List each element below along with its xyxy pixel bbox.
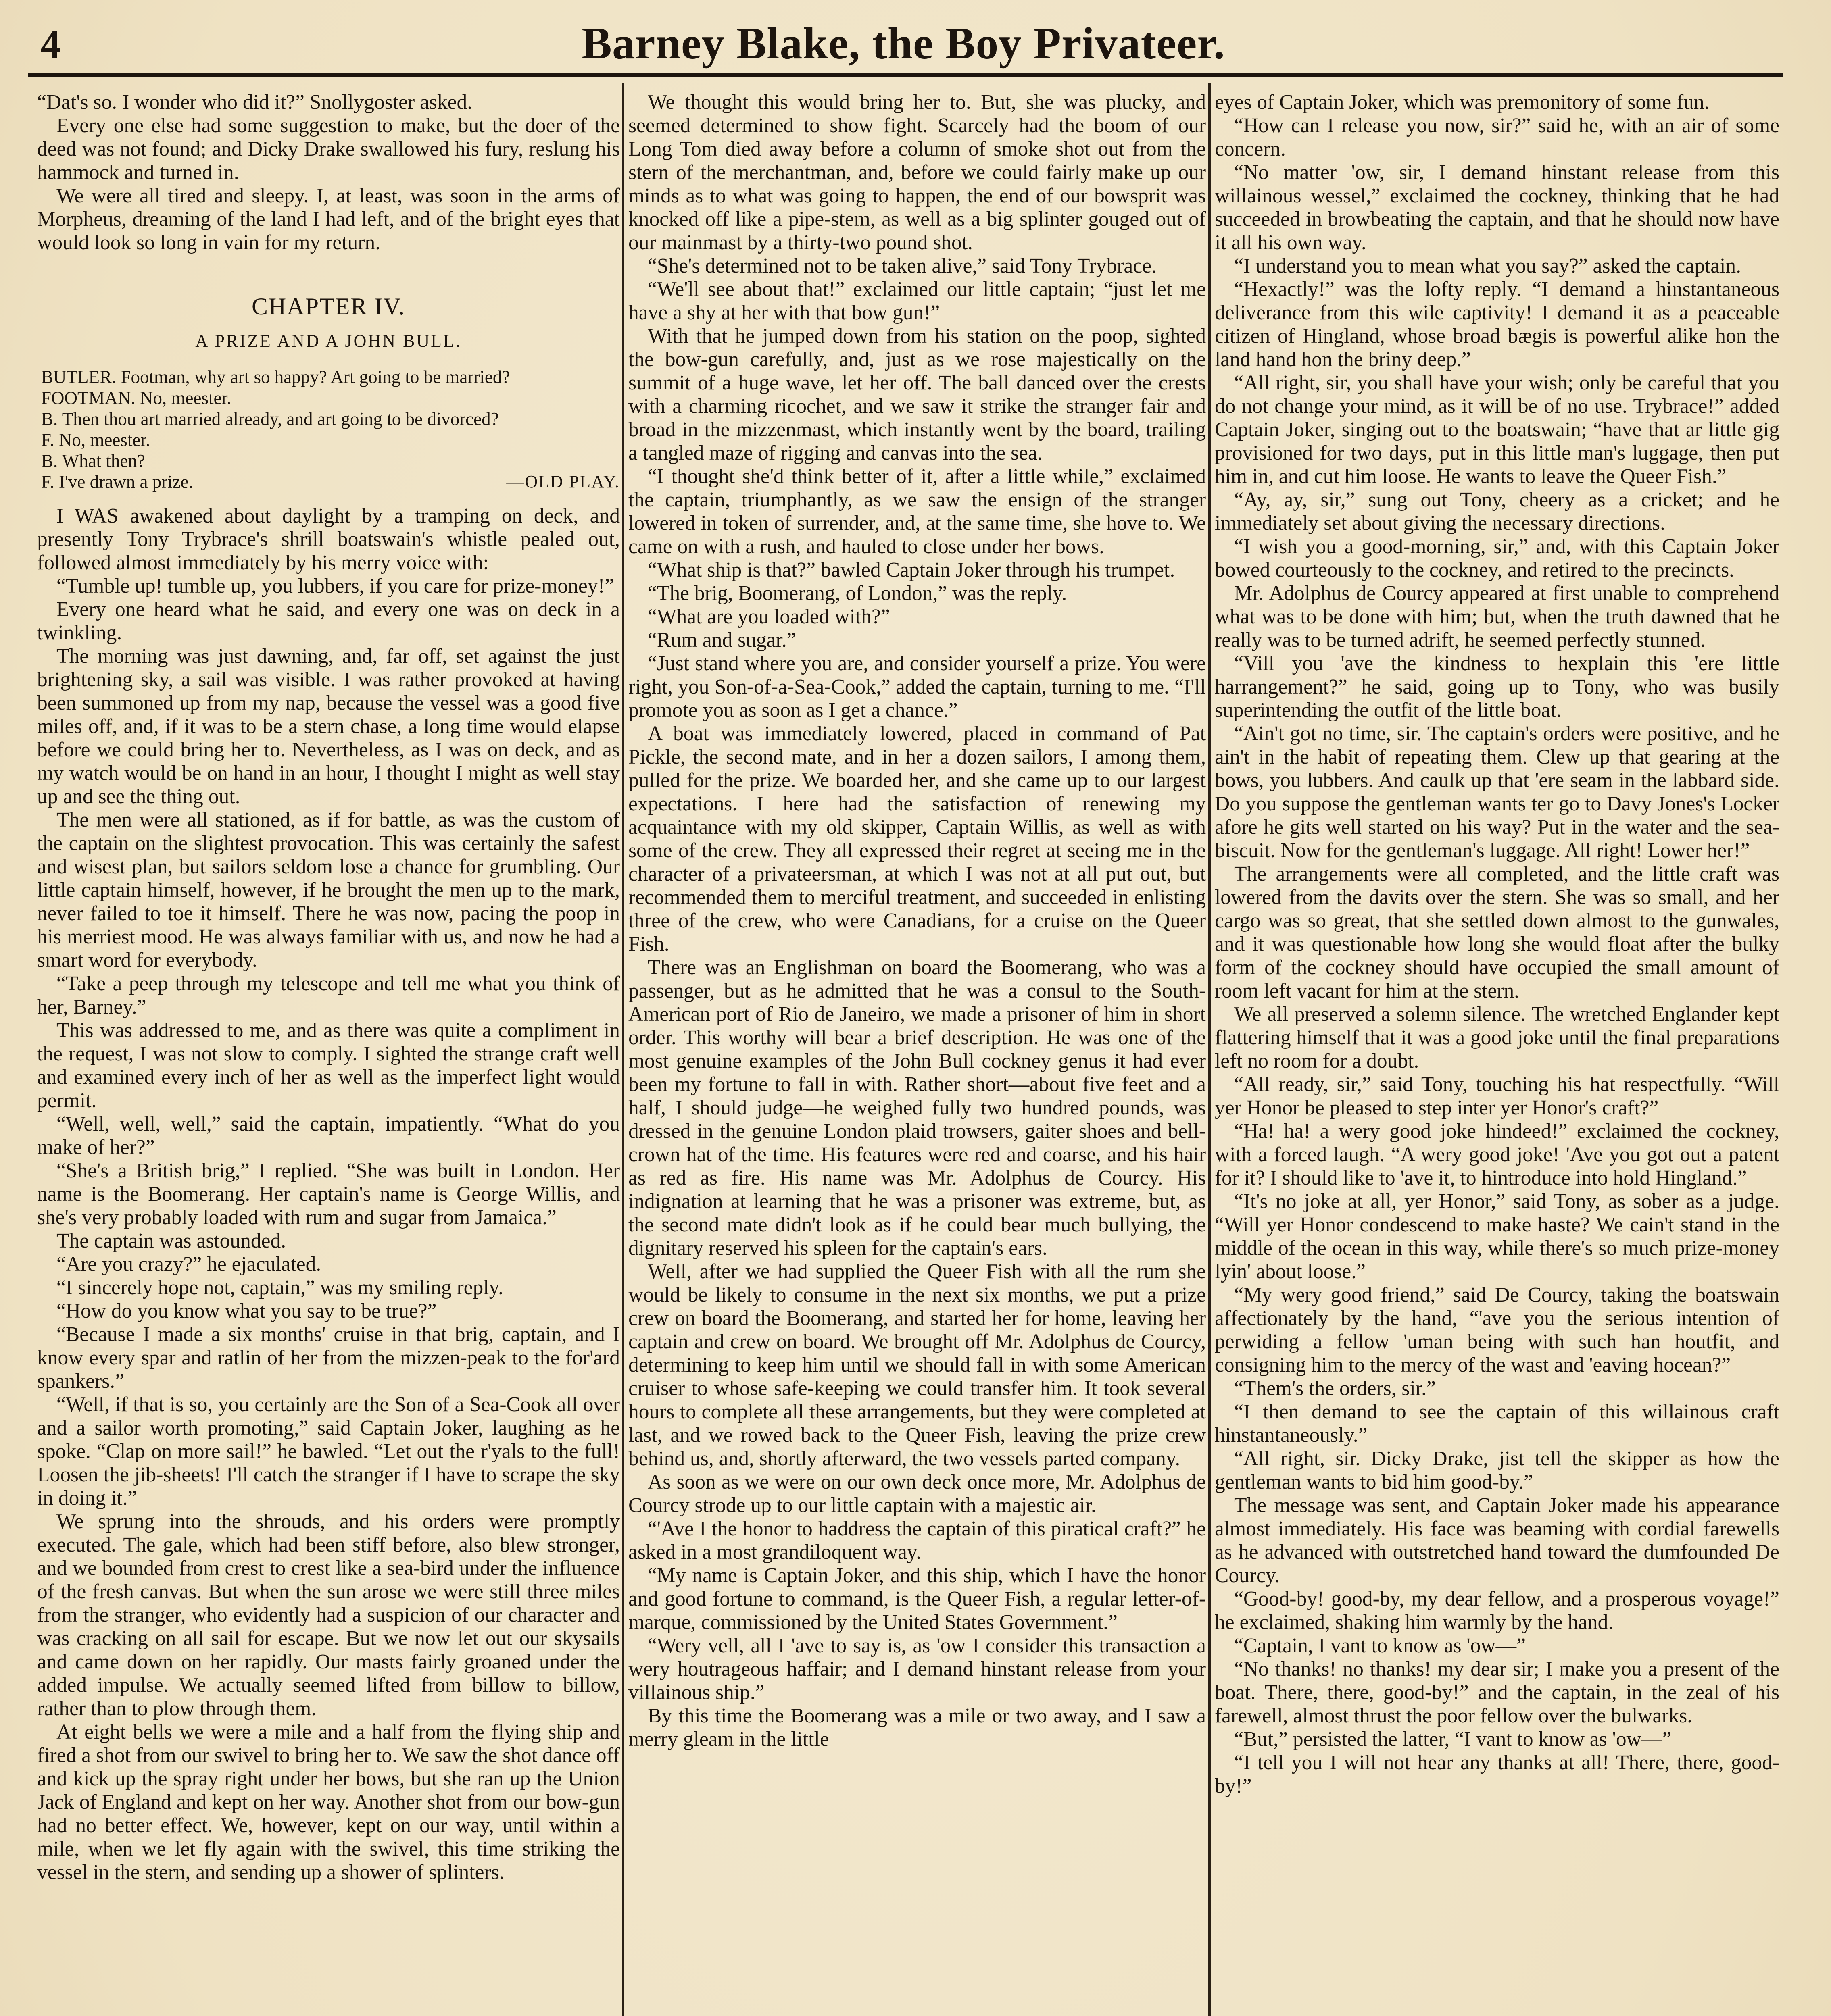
epigraph-line: B. What then?: [41, 451, 145, 471]
paragraph: The arrangements were all completed, and the little craft was lowered from the davits over the stern. She was so small, and her cargo was so great, that she settled down almost to the gunwales, and it was questionable how long she would float after the bulky form of the cockney should have occupied the small amount of room left vacant for him at the stern.: [1215, 862, 1779, 1002]
paragraph: “She's determined not to be taken alive,” said Tony Trybrace.: [648, 254, 1157, 277]
paragraph: A boat was immediately lowered, placed in command of Pat Pickle, the second mate, and in her a dozen sailors, I among them, pulled for the prize. We boarded her, and she came up to our largest expectations. I here had the satisfaction of renewing my acquaintance with my old skipper, Captain Willis, as well as with some of the crew. They all expressed their regret at seeing me in the character of a privateersman, at which I was not at all put out, but recommended them to merciful treatment, and succeeded in enlisting three of the crew, who were Canadians, for a cruise on the Queer Fish.: [628, 722, 1206, 956]
paragraph: “Take a peep through my telescope and tell me what you think of her, Barney.”: [37, 972, 620, 1018]
paragraph: “Vill you 'ave the kindness to hexplain this 'ere little harrangement?” he said, going up to Tony, who was busily superintending the outfit of the little boat.: [1215, 652, 1779, 722]
paragraph: “It's no joke at all, yer Honor,” said Tony, as sober as a judge. “Will yer Honor condescend to make haste? We cain't stand in the middle of the ocean in this way, while there's so much prize-money lyin' about loose.”: [1215, 1190, 1779, 1283]
paragraph: We sprung into the shrouds, and his orders were promptly executed. The gale, which had been stiff before, also blew stronger, and we bounded from crest to crest like a sea-bird under the influence of the fresh canvas. But when the sun arose we were still three miles from the stranger, who evidently had a suspicion of our character and was cracking on all sail for escape. But we now let out our skysails and came down on her rapidly. Our masts fairly groaned under the added impulse. We actually seemed lifted from billow to billow, rather than to plow through them.: [37, 1510, 620, 1720]
paragraph: “I thought she'd think better of it, after a little while,” exclaimed the captain, triumphantly, as we saw the ensign of the stranger lowered in token of surrender, and, at the same time, she hove to. We came on with a rush, and hauled to close under her bows.: [628, 465, 1206, 558]
header-rule: [28, 73, 1783, 77]
paragraph: “Ain't got no time, sir. The captain's orders were positive, and he ain't in the habit of repeating them. Clew up that gearing at the bows, you lubbers. And caulk up that 'ere seam in the labbard side. Do you suppose the gentleman wants ter go to Davy Jones's Locker afore he gits well started on his way? Put in the water and the sea-biscuit. Now for the gentleman's luggage. All right! Lower her!”: [1215, 722, 1779, 862]
paragraph: “I tell you I will not hear any thanks at all! There, there, good-by!”: [1215, 1751, 1779, 1797]
column-3: [1215, 91, 1779, 2016]
paragraph: “But,” persisted the latter, “I vant to know as 'ow—”: [1234, 1728, 1672, 1751]
paragraph: The men were all stationed, as if for battle, as was the custom of the captain on the slightest provocation. This was certainly the safest and wisest plan, but sailors seldom lose a chance for grumbling. Our little captain himself, however, if he brought the men up to the mark, never failed to toe it himself. There he was now, pacing the poop in his merriest mood. He was always familiar with us, and now he had a smart word for everybody.: [37, 808, 620, 972]
paragraph: “How do you know what you say to be true?”: [56, 1300, 437, 1322]
paragraph: “Well, if that is so, you certainly are the Son of a Sea-Cook all over and a sailor worth promoting,” said Captain Joker, laughing as he spoke. “Clap on more sail!” he bawled. “Let out the r'yals to the full! Loosen the jib-sheets! I'll catch the stranger if I have to scrape the sky in doing it.”: [37, 1393, 620, 1510]
epigraph-line: B. Then thou art married already, and art going to be divorced?: [41, 409, 499, 429]
paragraph: At eight bells we were a mile and a half from the flying ship and fired a shot from our swivel to bring her to. We saw the shot dance off and kick up the spray right under her bows, but she ran up the Union Jack of England and kept on her way. Another shot from our bow-gun had no better effect. We, however, kept on our way, until within a mile, when we let fly again with the swivel, this time striking the vessel in the stern, and sending up a shower of splinters.: [37, 1720, 620, 1884]
column-1: [37, 91, 620, 2016]
epigraph: [37, 367, 620, 492]
paragraph: “All right, sir. Dicky Drake, jist tell the skipper as how the gentleman wants to bid him good-by.”: [1215, 1447, 1779, 1493]
paragraph: By this time the Boomerang was a mile or two away, and I saw a merry gleam in the little: [628, 1704, 1206, 1751]
paragraph: “Wery vell, all I 'ave to say is, as 'ow I consider this transaction a wery houtrageous haffair; and I demand hinstant release from your villainous ship.”: [628, 1634, 1206, 1704]
paragraph: “Dat's so. I wonder who did it?” Snollygoster asked.: [37, 91, 473, 114]
paragraph: Mr. Adolphus de Courcy appeared at first unable to comprehend what was to be done with him; but, when the truth dawned that he really was to be turned adrift, he seemed perfectly stunned.: [1215, 582, 1779, 652]
paragraph: “My name is Captain Joker, and this ship, which I have the honor and good fortune to command, is the Queer Fish, a regular letter-of-marque, commissioned by the United States Government.”: [628, 1564, 1206, 1634]
paragraph: “Well, well, well,” said the captain, impatiently. “What do you make of her?”: [37, 1112, 620, 1159]
paragraph: “Because I made a six months' cruise in that brig, captain, and I know every spar and ratlin of her from the mizzen-peak to the for'ard spankers.”: [37, 1323, 620, 1393]
paragraph: There was an Englishman on board the Boomerang, who was a passenger, but as he admitted that he was a consul to the South-American port of Rio de Janeiro, we made a prisoner of him in short order. This worthy will bear a brief description. He was one of the most genuine examples of the John Bull cockney genus it had ever been my fortune to fall in with. Rather short—about five feet and a half, I should judge—he weighed fully two hundred pounds, was dressed in the genuine London plaid trowsers, gaiter shoes and bell-crown hat of the time. His features were red and coarse, and his hair as red as fire. His name was Mr. Adolphus de Courcy. His indignation at learning that he was a prisoner was extreme, but, as the second mate didn't look as if he could bear much bullying, the dignitary reserved his spleen for the captain's ears.: [628, 956, 1206, 1260]
paragraph: “Ha! ha! a wery good joke hindeed!” exclaimed the cockney, with a forced laugh. “A wery good joke! 'Ave you got out a patent for it? I should like to 'ave it, to hintroduce into hold Hingland.”: [1215, 1120, 1779, 1189]
paragraph: “Rum and sugar.”: [648, 629, 796, 652]
column-divider-2: [1208, 83, 1211, 2016]
paragraph: With that he jumped down from his station on the poop, sighted the bow-gun carefully, and, just as we rose majestically on the summit of a huge wave, let her off. The ball danced over the crests with a charming ricochet, and we saw it strike the stranger fair and broad in the mizzenmast, which instantly went by the board, trailing a tangled maze of rigging and canvas into the sea.: [628, 325, 1206, 464]
chapter-subtitle: A PRIZE AND A JOHN BULL.: [195, 331, 462, 351]
paragraph: “Ay, ay, sir,” sung out Tony, cheery as a cricket; and he immediately set about giving the necessary directions.: [1215, 488, 1779, 535]
paragraph: “'Ave I the honor to haddress the captain of this piratical craft?” he asked in a most grandiloquent way.: [628, 1517, 1206, 1564]
column-divider-1: [622, 83, 624, 2016]
column-1-body: [37, 504, 620, 1884]
epigraph-line: F. I've drawn a prize. —OLD PLAY.: [41, 472, 620, 492]
paragraph: “Good-by! good-by, my dear fellow, and a prosperous voyage!” he exclaimed, shaking him warmly by the hand.: [1215, 1587, 1779, 1634]
paragraph: “I sincerely hope not, captain,” was my smiling reply.: [56, 1276, 503, 1299]
paragraph: This was addressed to me, and as there was quite a compliment in the request, I was not slow to comply. I sighted the strange craft well and examined every inch of her as well as the imperfect light would permit.: [37, 1019, 620, 1112]
column-1-intro: [37, 91, 620, 254]
epigraph-line: FOOTMAN. No, meester.: [41, 388, 231, 408]
paragraph: “I understand you to mean what you say?” asked the captain.: [1234, 254, 1741, 277]
paragraph: “The brig, Boomerang, of London,” was the reply.: [648, 582, 1067, 605]
paragraph: I WAS awakened about daylight by a tramping on deck, and presently Tony Trybrace's shrill boatswain's whistle pealed out, followed almost immediately by his merry voice with:: [37, 504, 620, 574]
page-title: Barney Blake, the Boy Privateer.: [582, 19, 1225, 69]
paragraph: “Captain, I vant to know as 'ow—”: [1234, 1634, 1526, 1657]
paragraph: “I then demand to see the captain of this willainous craft hinstantaneously.”: [1215, 1400, 1779, 1447]
paragraph: “We'll see about that!” exclaimed our little captain; “just let me have a shy at her with that bow gun!”: [628, 278, 1206, 324]
paragraph: “I wish you a good-morning, sir,” and, with this Captain Joker bowed courteously to the cockney, and retired to the precincts.: [1215, 535, 1779, 581]
paragraph: “Them's the orders, sir.”: [1234, 1377, 1436, 1400]
paragraph: “Just stand where you are, and consider yourself a prize. You were right, you Son-of-a-Sea-Cook,” added the captain, turning to me. “I'll promote you as soon as I get a chance.”: [628, 652, 1206, 722]
epigraph-source: —OLD PLAY.: [506, 472, 620, 492]
paragraph: The message was sent, and Captain Joker made his appearance almost immediately. His face was beaming with cordial farewells as he advanced with outstretched hand toward the dumfounded De Courcy.: [1215, 1494, 1779, 1587]
paragraph: We were all tired and sleepy. I, at least, was soon in the arms of Morpheus, dreaming of the land I had left, and of the bright eyes that would look so long in vain for my return.: [37, 184, 620, 254]
paragraph: As soon as we were on our own deck once more, Mr. Adolphus de Courcy strode up to our little captain with a majestic air.: [628, 1470, 1206, 1517]
paragraph: “All ready, sir,” said Tony, touching his hat respectfully. “Will yer Honor be pleased to step inter yer Honor's craft?”: [1215, 1073, 1779, 1119]
epigraph-line: F. No, meester.: [41, 430, 150, 450]
paragraph: “Tumble up! tumble up, you lubbers, if you care for prize-money!”: [56, 575, 614, 598]
paragraph: “How can I release you now, sir?” said he, with an air of some concern.: [1215, 114, 1779, 160]
paragraph: “What ship is that?” bawled Captain Joker through his trumpet.: [648, 558, 1175, 581]
paragraph: Every one heard what he said, and every one was on deck in a twinkling.: [37, 598, 620, 644]
chapter-heading: CHAPTER IV.: [252, 293, 405, 320]
column-2: [628, 91, 1206, 2016]
paragraph: eyes of Captain Joker, which was premonitory of some fun.: [1215, 91, 1710, 114]
paragraph: The captain was astounded.: [56, 1229, 286, 1252]
page-number: 4: [40, 22, 60, 67]
paragraph: “What are you loaded with?”: [648, 605, 890, 628]
paragraph: The morning was just dawning, and, far off, set against the just brightening sky, a sail was visible. I was rather provoked at having been summoned up from my nap, because the vessel was a good five miles off, and, if it was to be a stern chase, a long time would elapse before we could bring her to. Nevertheless, as I was on deck, and as my watch would be on hand in an hour, I thought I might as well stay up and see the thing out.: [37, 645, 620, 808]
paragraph: “Are you crazy?” he ejaculated.: [56, 1253, 321, 1276]
paragraph: “All right, sir, you shall have your wish; only be careful that you do not change your mind, as it will be of no use. Trybrace!” added Captain Joker, singing out to the boatswain; “have that ar little gig provisioned for two days, put in this little man's luggage, then put him in, and cut him loose. He wants to leave the Queer Fish.”: [1215, 371, 1779, 488]
paragraph: “No matter 'ow, sir, I demand hinstant release from this willainous wessel,” exclaimed the cockney, thinking that he had succeeded in browbeating the captain, and that he should now have it all his own way.: [1215, 161, 1779, 254]
page-header: [28, 12, 1779, 77]
epigraph-line: BUTLER. Footman, why art so happy? Art going to be married?: [41, 367, 510, 387]
paragraph: We all preserved a solemn silence. The wretched Englander kept flattering himself that it was a good joke until the final preparations left no room for a doubt.: [1215, 1003, 1779, 1073]
paragraph: Every one else had some suggestion to make, but the doer of the deed was not found; and Dicky Drake swallowed his fury, reslung his hammock and turned in.: [37, 114, 620, 184]
paragraph: “She's a British brig,” I replied. “She was built in London. Her name is the Boomerang. Her captain's name is George Willis, and she's very probably loaded with rum and sugar from Jamaica.”: [37, 1159, 620, 1229]
paragraph: “My wery good friend,” said De Courcy, taking the boatswain affectionately by the hand, “'ave you the serious intention of perwiding a fellow 'uman being with such han houtfit, and consigning him to the mercy of the wast and 'eaving hocean?”: [1215, 1283, 1779, 1377]
paragraph: “No thanks! no thanks! my dear sir; I make you a present of the boat. There, there, good-by!” and the captain, in the zeal of his farewell, almost thrust the poor fellow over the bulwarks.: [1215, 1658, 1779, 1727]
paragraph: “Hexactly!” was the lofty reply. “I demand a hinstantaneous deliverance from this wile captivity! I demand it as a peaceable citizen of Hingland, whose broad bægis is powerful alike hon the land hand hon the briny deep.”: [1215, 278, 1779, 371]
paragraph: We thought this would bring her to. But, she was plucky, and seemed determined to show fight. Scarcely had the boom of our Long Tom died away before a column of smoke shot out from the stern of the merchantman, and, before we could fairly make up our minds as to what was going to happen, the end of our bowsprit was knocked off like a pipe-stem, as well as a big splinter gouged out of our mainmast by a thirty-two pound shot.: [628, 91, 1206, 254]
paragraph: Well, after we had supplied the Queer Fish with all the rum she would be likely to consume in the next six months, we put a prize crew on board the Boomerang, and started her for home, leaving her captain and crew on board. We brought off Mr. Adolphus de Courcy, determining to keep him until we should fall in with some American cruiser to whose safe-keeping we could transfer him. It took several hours to complete all these arrangements, but they were completed at last, and we rowed back to the Queer Fish, leaving the prize crew behind us, and, shortly afterward, the two vessels parted company.: [628, 1260, 1206, 1470]
